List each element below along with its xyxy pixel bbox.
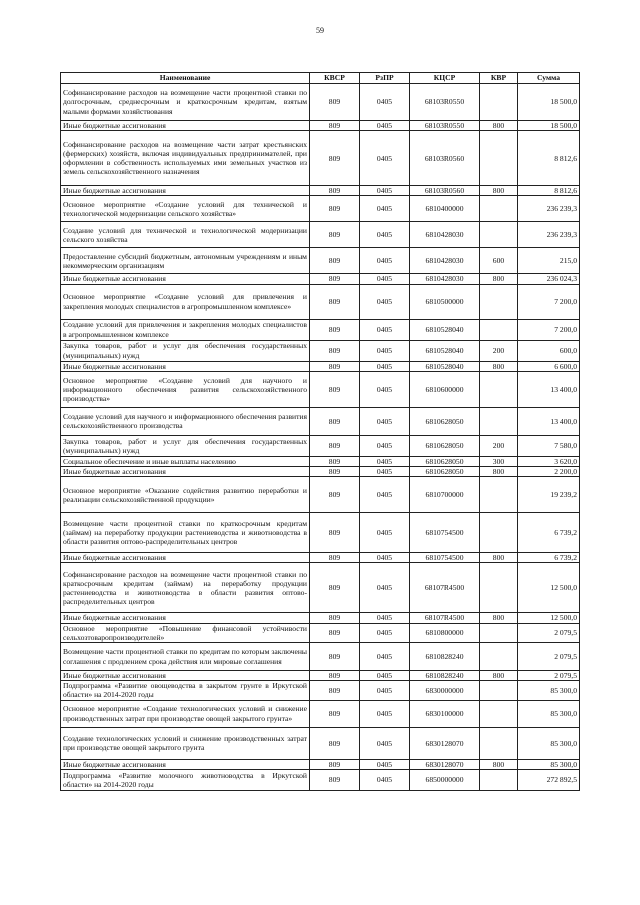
cell-name: Иные бюджетные ассигнования [61,759,310,769]
cell-rzpr: 0405 [360,727,410,759]
cell-name: Иные бюджетные ассигнования [61,121,310,131]
cell-sum: 272 892,5 [518,769,580,790]
cell-name: Закупка товаров, работ и услуг для обеспечения государственных (муниципальных) нужд [61,340,310,361]
cell-kcsr: 6810828240 [410,671,480,681]
table-row [61,769,580,790]
cell-sum: 13 400,0 [518,407,580,435]
cell-kvsr: 809 [310,361,360,371]
table-row [61,456,580,466]
cell-kcsr: 68107R4500 [410,563,480,613]
cell-sum: 8 812,6 [518,131,580,186]
cell-kvsr: 809 [310,553,360,563]
table-row [61,681,580,700]
cell-kvr [480,196,518,222]
cell-kvsr: 809 [310,435,360,456]
cell-name: Иные бюджетные ассигнования [61,467,310,477]
cell-sum: 6 600,0 [518,361,580,371]
cell-kvr [480,769,518,790]
table-row [61,563,580,613]
cell-rzpr: 0405 [360,186,410,196]
cell-kcsr: 68103R0560 [410,131,480,186]
cell-name: Социальное обеспечение и иные выплаты населению [61,456,310,466]
cell-kcsr: 6810428030 [410,248,480,274]
cell-kvsr: 809 [310,456,360,466]
cell-kvr [480,131,518,186]
cell-name: Возмещение части процентной ставки по кредитам по которым заключены соглашения с продлением срока действия или мировые соглашения [61,643,310,671]
table-row [61,643,580,671]
header-rzpr: РзПР [360,73,410,84]
cell-kvr: 600 [480,248,518,274]
table-row [61,248,580,274]
cell-sum: 2 200,0 [518,467,580,477]
cell-kvr [480,371,518,407]
cell-kvsr: 809 [310,671,360,681]
cell-kvr [480,84,518,121]
cell-rzpr: 0405 [360,477,410,513]
cell-kvsr: 809 [310,319,360,340]
cell-sum: 2 079,5 [518,671,580,681]
cell-name: Софинансирование расходов на возмещение части процентной ставки по краткосрочным кредитам (займам) на переработку продукции растениеводства и животноводства в области развития оптово-распределительных центров [61,563,310,613]
header-kvr: КВР [480,73,518,84]
cell-rzpr: 0405 [360,274,410,284]
cell-name: Иные бюджетные ассигнования [61,671,310,681]
cell-kvsr: 809 [310,513,360,553]
cell-rzpr: 0405 [360,196,410,222]
table-row [61,196,580,222]
cell-kvsr: 809 [310,222,360,248]
cell-kvr: 800 [480,361,518,371]
cell-kvr [480,284,518,319]
cell-sum: 236 239,3 [518,196,580,222]
cell-kvsr: 809 [310,769,360,790]
cell-kvr: 800 [480,671,518,681]
cell-kcsr: 6810600000 [410,371,480,407]
cell-kcsr: 6810500000 [410,284,480,319]
cell-rzpr: 0405 [360,84,410,121]
cell-kcsr: 68103R0550 [410,84,480,121]
cell-kcsr: 6830100000 [410,700,480,727]
cell-rzpr: 0405 [360,681,410,700]
table-header-row [61,73,580,84]
cell-sum: 7 200,0 [518,319,580,340]
cell-sum: 13 400,0 [518,371,580,407]
cell-kcsr: 6810628050 [410,467,480,477]
cell-rzpr: 0405 [360,121,410,131]
cell-kvr: 200 [480,340,518,361]
cell-kcsr: 6810628050 [410,435,480,456]
cell-kvsr: 809 [310,284,360,319]
cell-kvsr: 809 [310,477,360,513]
cell-kvr: 300 [480,456,518,466]
cell-kvsr: 809 [310,467,360,477]
cell-kvr [480,623,518,642]
table-row [61,371,580,407]
cell-rzpr: 0405 [360,563,410,613]
cell-rzpr: 0405 [360,553,410,563]
cell-sum: 8 812,6 [518,186,580,196]
cell-sum: 215,0 [518,248,580,274]
cell-kvsr: 809 [310,407,360,435]
cell-sum: 7 580,0 [518,435,580,456]
cell-kvr [480,477,518,513]
cell-name: Создание условий для технической и технологической модернизации сельского хозяйства [61,222,310,248]
cell-kcsr: 6810400000 [410,196,480,222]
cell-sum: 18 500,0 [518,121,580,131]
cell-kvr [480,563,518,613]
cell-name: Основное мероприятие «Создание условий для технической и технологической модернизации сельского хозяйства» [61,196,310,222]
cell-kcsr: 6810528040 [410,361,480,371]
cell-kvsr: 809 [310,613,360,623]
cell-kvsr: 809 [310,274,360,284]
table-row [61,435,580,456]
table-row [61,131,580,186]
cell-rzpr: 0405 [360,284,410,319]
cell-rzpr: 0405 [360,671,410,681]
cell-kvr [480,407,518,435]
cell-kvsr: 809 [310,681,360,700]
cell-sum: 236 024,3 [518,274,580,284]
cell-kcsr: 6830000000 [410,681,480,700]
cell-kvr [480,319,518,340]
table-row [61,467,580,477]
cell-kvr: 800 [480,759,518,769]
cell-name: Основное мероприятие «Создание технологических условий и снижение производственных затрат при производстве овощей закрытого грунта» [61,700,310,727]
cell-kvr [480,222,518,248]
table-row [61,477,580,513]
cell-rzpr: 0405 [360,643,410,671]
cell-name: Предоставление субсидий бюджетным, автономным учреждениям и иным некоммерческим организациям [61,248,310,274]
cell-kvr [480,643,518,671]
table-row [61,700,580,727]
cell-sum: 7 200,0 [518,284,580,319]
cell-kvr: 800 [480,121,518,131]
cell-name: Создание условий для привлечения и закрепления молодых специалистов в агропромышленном комплексе [61,319,310,340]
cell-kcsr: 6830128070 [410,727,480,759]
cell-kvr: 800 [480,467,518,477]
cell-kcsr: 6850000000 [410,769,480,790]
cell-kcsr: 6810754500 [410,553,480,563]
cell-sum: 12 500,0 [518,613,580,623]
cell-kcsr: 6810428030 [410,274,480,284]
cell-kcsr: 6830128070 [410,759,480,769]
cell-sum: 85 300,0 [518,727,580,759]
table-row [61,671,580,681]
page-number: 59 [316,26,324,35]
cell-kvr [480,700,518,727]
table-row [61,319,580,340]
cell-kvr: 800 [480,186,518,196]
table-row [61,284,580,319]
cell-name: Основное мероприятие «Создание условий для привлечения и закрепления молодых специалистов в агропромышленном комплексе» [61,284,310,319]
table-row [61,186,580,196]
cell-kvr: 200 [480,435,518,456]
cell-kcsr: 6810628050 [410,407,480,435]
table-row [61,759,580,769]
budget-table [60,72,580,791]
cell-kcsr: 68107R4500 [410,613,480,623]
cell-kvsr: 809 [310,340,360,361]
table-row [61,361,580,371]
cell-name: Основное мероприятие «Создание условий для научного и информационного обеспечения развития сельскохозяйственного производства» [61,371,310,407]
cell-name: Создание условий для научного и информационного обеспечения развития сельскохозяйственного производства [61,407,310,435]
header-kcsr: КЦСР [410,73,480,84]
cell-kvsr: 809 [310,196,360,222]
table-row [61,727,580,759]
cell-kcsr: 6810428030 [410,222,480,248]
cell-rzpr: 0405 [360,319,410,340]
table-row [61,84,580,121]
cell-kvr [480,727,518,759]
cell-name: Подпрограмма «Развитие молочного животноводства в Иркутской области» на 2014-2020 годы [61,769,310,790]
cell-sum: 6 739,2 [518,553,580,563]
cell-rzpr: 0405 [360,248,410,274]
cell-name: Иные бюджетные ассигнования [61,274,310,284]
cell-name: Софинансирование расходов на возмещение части затрат крестьянских (фермерских) хозяйств, включая индивидуальных предпринимателей, при оформлении в собственность используемых ими земельных участков из земель сельскохозяйственного назначения [61,131,310,186]
cell-sum: 85 300,0 [518,759,580,769]
cell-kcsr: 6810754500 [410,513,480,553]
cell-kcsr: 6810528040 [410,340,480,361]
header-sum: Сумма [518,73,580,84]
cell-sum: 236 239,3 [518,222,580,248]
table-row [61,274,580,284]
cell-name: Возмещение части процентной ставки по краткосрочным кредитам (займам) на переработку продукции растениеводства и животноводства в области развития оптово-распределительных центров [61,513,310,553]
table-row [61,613,580,623]
cell-name: Софинансирование расходов на возмещение части процентной ставки по долгосрочным, среднесрочным и краткосрочным кредитам, взятым малыми формами хозяйствования [61,84,310,121]
cell-rzpr: 0405 [360,623,410,642]
cell-rzpr: 0405 [360,407,410,435]
table-row [61,553,580,563]
cell-sum: 12 500,0 [518,563,580,613]
cell-rzpr: 0405 [360,513,410,553]
cell-kvsr: 809 [310,727,360,759]
cell-rzpr: 0405 [360,769,410,790]
cell-name: Создание технологических условий и снижение производственных затрат при производстве овощей закрытого грунта [61,727,310,759]
cell-kcsr: 6810628050 [410,456,480,466]
table-row [61,121,580,131]
cell-kvr [480,681,518,700]
cell-kcsr: 68103R0560 [410,186,480,196]
cell-sum: 6 739,2 [518,513,580,553]
cell-rzpr: 0405 [360,700,410,727]
table-row [61,623,580,642]
cell-sum: 85 300,0 [518,681,580,700]
cell-rzpr: 0405 [360,131,410,186]
cell-kvsr: 809 [310,131,360,186]
cell-name: Иные бюджетные ассигнования [61,186,310,196]
cell-rzpr: 0405 [360,759,410,769]
cell-kvsr: 809 [310,186,360,196]
cell-rzpr: 0405 [360,222,410,248]
cell-name: Закупка товаров, работ и услуг для обеспечения государственных (муниципальных) нужд [61,435,310,456]
cell-kvsr: 809 [310,248,360,274]
cell-rzpr: 0405 [360,435,410,456]
cell-kvsr: 809 [310,643,360,671]
cell-kvsr: 809 [310,371,360,407]
cell-rzpr: 0405 [360,340,410,361]
cell-sum: 19 239,2 [518,477,580,513]
cell-rzpr: 0405 [360,456,410,466]
header-name: Наименование [61,73,310,84]
cell-rzpr: 0405 [360,361,410,371]
cell-name: Иные бюджетные ассигнования [61,613,310,623]
cell-kvsr: 809 [310,563,360,613]
table-row [61,222,580,248]
cell-kvsr: 809 [310,700,360,727]
cell-rzpr: 0405 [360,467,410,477]
cell-name: Иные бюджетные ассигнования [61,361,310,371]
cell-sum: 2 079,5 [518,623,580,642]
cell-sum: 2 079,5 [518,643,580,671]
cell-sum: 18 500,0 [518,84,580,121]
cell-kcsr: 6810828240 [410,643,480,671]
cell-sum: 3 620,0 [518,456,580,466]
cell-kvr [480,513,518,553]
cell-name: Подпрограмма «Развитие овощеводства в закрытом грунте в Иркутской области» на 2014-2020 годы [61,681,310,700]
cell-name: Основное мероприятие «Повышение финансовой устойчивости сельхозтоваропроизводителей» [61,623,310,642]
cell-name: Основное мероприятие «Оказание содействия развитию переработки и реализации сельскохозяйственной продукции» [61,477,310,513]
table-row [61,513,580,553]
cell-rzpr: 0405 [360,371,410,407]
cell-kcsr: 6810800000 [410,623,480,642]
cell-kvr: 800 [480,553,518,563]
cell-name: Иные бюджетные ассигнования [61,553,310,563]
cell-kcsr: 68103R0550 [410,121,480,131]
cell-sum: 85 300,0 [518,700,580,727]
cell-kvsr: 809 [310,84,360,121]
cell-kvsr: 809 [310,121,360,131]
cell-sum: 600,0 [518,340,580,361]
cell-kcsr: 6810528040 [410,319,480,340]
header-kvsr: КВСР [310,73,360,84]
cell-kcsr: 6810700000 [410,477,480,513]
cell-kvr: 800 [480,613,518,623]
cell-kvr: 800 [480,274,518,284]
table-row [61,340,580,361]
cell-kvsr: 809 [310,759,360,769]
cell-kvsr: 809 [310,623,360,642]
cell-rzpr: 0405 [360,613,410,623]
table-row [61,407,580,435]
